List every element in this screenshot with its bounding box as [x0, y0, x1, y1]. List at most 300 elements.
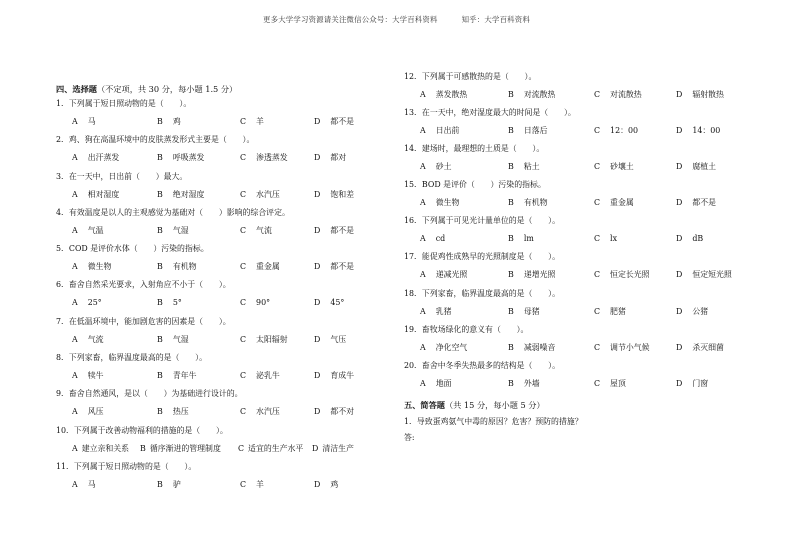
option-row [420, 306, 740, 318]
option-letter: D [676, 342, 683, 352]
option-b [157, 406, 189, 418]
answer-label: 答: [404, 432, 415, 442]
option-text: 呼吸蒸发 [172, 153, 205, 163]
option-letter: A [72, 225, 78, 235]
option-text: 地面 [435, 378, 452, 388]
option-letter: A [72, 443, 78, 453]
option-text: 出汗蒸发 [87, 153, 120, 163]
option-text: 有机物 [523, 198, 548, 208]
option-row [72, 370, 372, 382]
question-item [404, 179, 744, 215]
option-a [420, 378, 452, 390]
option-b [508, 125, 548, 137]
option-d [314, 152, 346, 164]
option-a [72, 189, 119, 201]
question-item [56, 316, 376, 352]
option-letter: C [240, 479, 247, 489]
option-text: 微生物 [87, 262, 112, 272]
question-stem: 11．下列属于短日照动物的是（ ）。 [56, 461, 197, 471]
option-d [312, 443, 354, 455]
option-letter: B [157, 479, 163, 489]
option-row [72, 261, 372, 273]
option-letter: B [157, 225, 163, 235]
option-c [240, 261, 280, 273]
option-text: 12：00 [610, 126, 639, 136]
option-d [314, 189, 354, 201]
option-letter: A [420, 198, 426, 208]
option-text: 鸡 [330, 479, 339, 489]
question-stem: 3．在一天中，日出前（ ）最大。 [56, 171, 188, 181]
option-letter: C [240, 298, 247, 308]
option-c [240, 406, 280, 418]
option-letter: C [594, 126, 601, 136]
section4-note: （不定项，共 30 分，每小题 1.5 分） [96, 84, 238, 94]
option-text: 风压 [87, 407, 104, 417]
option-letter: C [594, 342, 601, 352]
option-letter: C [240, 407, 247, 417]
question-stem: 17．能促鸡性成熟早的光照制度是（ ）。 [404, 252, 561, 262]
option-text: 青年牛 [172, 371, 197, 381]
question-stem: 7．在低温环境中，能加剧危害的因素是（ ）。 [56, 316, 231, 326]
question-item [56, 352, 376, 388]
option-letter: B [157, 407, 163, 417]
option-d [676, 378, 708, 390]
option-text: 鸡 [172, 117, 181, 126]
question-stem: 8．下列家畜，临界温度最高的是（ ）。 [56, 353, 207, 363]
option-b [157, 225, 189, 237]
option-letter: A [72, 371, 78, 381]
option-text: 腐植土 [692, 162, 717, 172]
option-a [420, 89, 467, 101]
option-row [420, 378, 740, 390]
option-letter: D [314, 298, 321, 308]
option-row [420, 125, 740, 137]
option-text: 气压 [330, 334, 347, 344]
question-item [56, 461, 376, 497]
question-item [404, 71, 744, 107]
question-item [56, 207, 376, 243]
option-letter: D [676, 162, 683, 172]
option-row [420, 161, 740, 173]
option-letter: D [314, 153, 321, 163]
option-c [240, 189, 280, 201]
option-b [157, 152, 204, 164]
option-text: 微生物 [435, 198, 460, 208]
option-letter: D [314, 262, 321, 272]
option-letter: C [594, 162, 601, 172]
question-item [56, 243, 376, 279]
option-text: 泌乳牛 [256, 371, 280, 381]
option-row [72, 443, 372, 455]
option-c [238, 443, 303, 455]
question-stem: 15．BOD 是评价（ ）污染的指标。 [404, 180, 546, 190]
option-d [314, 116, 354, 128]
option-row [72, 116, 372, 128]
option-text: 都不是 [330, 262, 355, 272]
option-letter: C [240, 334, 247, 344]
option-letter: C [240, 117, 247, 126]
question-item [56, 171, 376, 207]
option-text: cd [435, 234, 446, 244]
option-text: 饱和差 [330, 189, 355, 199]
option-text: 粘土 [523, 162, 540, 172]
option-letter: B [157, 334, 163, 344]
option-b [508, 161, 540, 173]
option-letter: A [420, 342, 426, 352]
option-a [72, 406, 104, 418]
option-row [420, 197, 740, 209]
question-stem: 9．畜舍自然通风，是以（ ）为基础进行设计的。 [56, 389, 243, 399]
question-item [56, 425, 376, 461]
option-letter: A [420, 126, 426, 136]
section5-heading [404, 396, 744, 414]
option-text: 马 [87, 479, 96, 489]
option-b [157, 116, 181, 128]
option-a [72, 479, 96, 491]
option-text: 杀灭细菌 [692, 342, 724, 352]
option-text: 公猪 [692, 306, 709, 316]
option-text: 羊 [256, 117, 264, 126]
option-letter: B [508, 90, 514, 99]
option-row [420, 89, 740, 101]
option-letter: B [508, 162, 514, 172]
option-c [594, 89, 642, 101]
section5-title: 五、简答题 [404, 399, 445, 410]
option-letter: B [508, 342, 514, 352]
option-text: 水汽压 [256, 189, 280, 199]
option-text: 母猪 [523, 306, 540, 316]
option-text: 90° [256, 298, 271, 308]
option-letter: D [676, 234, 683, 244]
option-letter: A [420, 270, 426, 280]
option-text: 递减光照 [435, 270, 468, 280]
question-stem: 18．下列家畜，临界温度最高的是（ ）。 [404, 288, 561, 298]
option-text: 都不是 [330, 117, 355, 126]
option-a [72, 116, 96, 128]
option-letter: B [157, 153, 163, 163]
option-text: 有机物 [172, 262, 197, 272]
option-letter: A [72, 479, 78, 489]
question-item [404, 107, 744, 143]
option-text: 砂壤土 [610, 162, 634, 172]
option-a [420, 233, 445, 245]
option-b [508, 89, 555, 101]
question-item [56, 134, 376, 170]
section4-heading [56, 80, 376, 98]
header-right-text: 知乎：大学百科资料 [461, 15, 530, 24]
option-text: 递增光照 [523, 270, 556, 280]
option-letter: C [238, 443, 245, 453]
option-c [594, 161, 634, 173]
question-stem: 1．下列属于短日照动物的是（ ）。 [56, 99, 192, 108]
option-text: 气流 [256, 225, 272, 235]
option-d [314, 297, 344, 309]
option-row [420, 342, 740, 354]
option-letter: C [594, 90, 601, 99]
option-letter: D [314, 407, 321, 417]
option-b [508, 197, 548, 209]
option-row [420, 269, 740, 281]
option-d [314, 406, 354, 418]
option-letter: B [508, 198, 514, 208]
option-a [72, 334, 104, 346]
question-stem: 4．有效温度是以人的主观感觉为基础对（ ）影响的综合评定。 [56, 207, 290, 217]
option-letter: D [676, 90, 683, 99]
option-letter: A [420, 162, 426, 172]
option-a [420, 342, 467, 354]
option-letter: A [72, 189, 78, 199]
option-c [240, 479, 264, 491]
option-b [157, 334, 189, 346]
option-b [157, 479, 181, 491]
question-item [404, 360, 744, 396]
option-text: 14：00 [692, 126, 721, 136]
page-header [0, 14, 793, 25]
option-a [72, 152, 119, 164]
option-text: 羊 [256, 479, 264, 489]
essay-question: 1．导致蛋鸡氨气中毒的原因？危害？预防的措施？ [404, 416, 583, 426]
question-item [404, 251, 744, 287]
option-text: 绝对湿度 [172, 189, 205, 199]
option-c [594, 306, 626, 318]
option-text: 外墙 [523, 378, 540, 388]
option-text: 恒定长光照 [610, 270, 650, 280]
option-text: 45° [330, 298, 345, 308]
option-text: 清洁生产 [322, 443, 354, 453]
option-b [140, 443, 221, 455]
option-d [314, 261, 354, 273]
option-text: 相对湿度 [87, 189, 120, 199]
option-letter: D [314, 225, 321, 235]
option-d [314, 370, 354, 382]
option-text: 都对 [330, 153, 347, 163]
option-c [240, 225, 272, 237]
option-d [314, 334, 346, 346]
option-letter: C [594, 234, 601, 244]
header-left-text: 更多大学学习资源请关注微信公众号：大学百科资料 [263, 15, 438, 24]
option-b [508, 378, 540, 390]
option-d [676, 89, 724, 101]
option-text: 适宜的生产水平 [248, 443, 304, 453]
question-item [404, 288, 744, 324]
option-b [157, 297, 182, 309]
question-stem: 16．下列属于可见光计量单位的是（ ）。 [404, 216, 561, 226]
option-text: 肥猪 [610, 306, 626, 316]
option-row [72, 189, 372, 201]
option-letter: C [240, 371, 247, 381]
option-a [420, 269, 467, 281]
option-b [157, 261, 197, 273]
question-item [56, 388, 376, 424]
option-a [72, 370, 104, 382]
option-text: 驴 [172, 479, 181, 489]
option-text: 对流散热 [610, 90, 642, 99]
section5-note: （共 15 分，每小题 5 分） [444, 399, 545, 410]
option-b [508, 269, 555, 281]
option-c [240, 297, 270, 309]
option-row [72, 225, 372, 237]
option-text: 气湿 [172, 225, 189, 235]
option-letter: B [140, 443, 146, 453]
option-letter: A [72, 153, 78, 163]
question-stem: 2．鸡、狗在高温环境中的皮肤蒸发形式主要是（ ）。 [56, 135, 255, 145]
option-d [314, 225, 354, 237]
option-text: 都不是 [330, 225, 355, 235]
question-stem: 13．在一天中，绝对湿度最大的时间是（ ）。 [404, 108, 576, 118]
option-text: 太阳辐射 [256, 334, 288, 344]
option-letter: B [508, 270, 514, 280]
option-letter: C [594, 198, 601, 208]
option-letter: B [157, 189, 163, 199]
option-letter: A [72, 334, 78, 344]
option-row [72, 334, 372, 346]
option-letter: A [72, 262, 78, 272]
option-letter: A [420, 306, 426, 316]
option-c [240, 116, 264, 128]
option-letter: D [312, 443, 319, 453]
option-text: 气湿 [172, 334, 189, 344]
option-letter: A [420, 90, 426, 99]
section4-title: 四、选择题 [56, 84, 97, 94]
option-letter: A [72, 407, 78, 417]
option-letter: A [420, 234, 426, 244]
option-letter: D [676, 126, 683, 136]
option-c [594, 378, 626, 390]
left-column [56, 80, 376, 497]
option-b [157, 370, 197, 382]
option-text: 热压 [172, 407, 189, 417]
option-a [420, 125, 459, 137]
option-text: 重金属 [256, 262, 280, 272]
left-question-list [56, 98, 376, 497]
option-letter: D [314, 189, 321, 199]
right-column [404, 71, 744, 446]
option-letter: B [157, 371, 163, 381]
option-b [157, 189, 204, 201]
option-letter: D [676, 378, 683, 388]
option-d [676, 197, 716, 209]
option-letter: D [314, 479, 321, 489]
option-c [594, 269, 650, 281]
option-row [420, 233, 740, 245]
option-text: 25° [87, 298, 102, 308]
question-item [404, 143, 744, 179]
option-letter: D [676, 306, 683, 316]
question-item [56, 279, 376, 315]
option-c [594, 197, 634, 209]
question-item [56, 98, 376, 134]
option-letter: D [314, 117, 321, 126]
option-b [508, 233, 534, 245]
option-letter: C [240, 153, 247, 163]
option-text: 气流 [87, 334, 104, 344]
option-c [240, 334, 288, 346]
option-letter: D [314, 371, 321, 381]
question-stem: 5．COD 是评价水体（ ）污染的指标。 [56, 244, 209, 254]
option-c [594, 125, 638, 137]
option-d [676, 233, 703, 245]
option-c [594, 233, 617, 245]
option-d [314, 479, 338, 491]
option-text: 砂土 [435, 162, 452, 172]
option-text: 恒定短光照 [692, 270, 732, 280]
option-letter: B [157, 298, 163, 308]
option-letter: C [240, 262, 247, 272]
option-letter: D [314, 334, 321, 344]
option-text: 育成牛 [330, 371, 355, 381]
option-d [676, 306, 708, 318]
option-text: 犊牛 [87, 371, 104, 381]
option-text: lx [610, 234, 618, 244]
option-letter: B [508, 306, 514, 316]
option-row [72, 152, 372, 164]
option-text: 循序渐进的管理制度 [149, 443, 221, 453]
option-letter: C [240, 225, 247, 235]
option-a [420, 197, 459, 209]
option-d [676, 125, 720, 137]
option-row [72, 406, 372, 418]
option-c [240, 370, 280, 382]
option-d [676, 342, 724, 354]
option-letter: C [594, 306, 601, 316]
option-text: 都不是 [692, 198, 717, 208]
question-stem: 20．畜舍中冬季失热最多的结构是（ ）。 [404, 360, 561, 370]
option-text: 气温 [87, 225, 104, 235]
option-letter: D [676, 270, 683, 280]
option-row [72, 297, 372, 309]
option-text: 马 [87, 117, 96, 126]
option-text: 蒸发散热 [435, 90, 468, 99]
option-a [72, 297, 102, 309]
option-letter: C [594, 270, 601, 280]
option-text: 重金属 [610, 198, 634, 208]
option-text: dB [692, 234, 704, 244]
option-letter: A [420, 378, 426, 388]
option-letter: B [508, 378, 514, 388]
option-letter: D [676, 198, 683, 208]
option-text: 都不对 [330, 407, 355, 417]
option-text: 水汽压 [256, 407, 280, 417]
option-d [676, 269, 732, 281]
right-question-list [404, 71, 744, 396]
option-text: 辐射散热 [692, 90, 724, 99]
question-stem: 10．下列属于改善动物福利的措施的是（ ）。 [56, 425, 228, 435]
option-a [72, 261, 111, 273]
option-letter: A [72, 298, 78, 308]
option-text: 净化空气 [435, 342, 468, 352]
option-letter: B [157, 117, 163, 126]
option-a [420, 161, 452, 173]
option-letter: B [508, 126, 514, 136]
option-c [594, 342, 650, 354]
option-text: 5° [172, 298, 182, 308]
essay-block [404, 414, 744, 446]
question-item [404, 324, 744, 360]
option-text: 屋顶 [610, 378, 626, 388]
option-letter: C [240, 189, 247, 199]
option-text: 渗透蒸发 [256, 153, 288, 163]
option-letter: B [157, 262, 163, 272]
option-row [72, 479, 372, 491]
option-c [240, 152, 288, 164]
option-text: 门窗 [692, 378, 709, 388]
option-letter: B [508, 234, 514, 244]
question-stem: 14．建场时，最理想的土质是（ ）。 [404, 144, 545, 154]
option-text: lm [523, 234, 534, 244]
option-a [72, 443, 129, 455]
option-text: 乳猪 [435, 306, 452, 316]
option-text: 日落后 [523, 126, 548, 136]
